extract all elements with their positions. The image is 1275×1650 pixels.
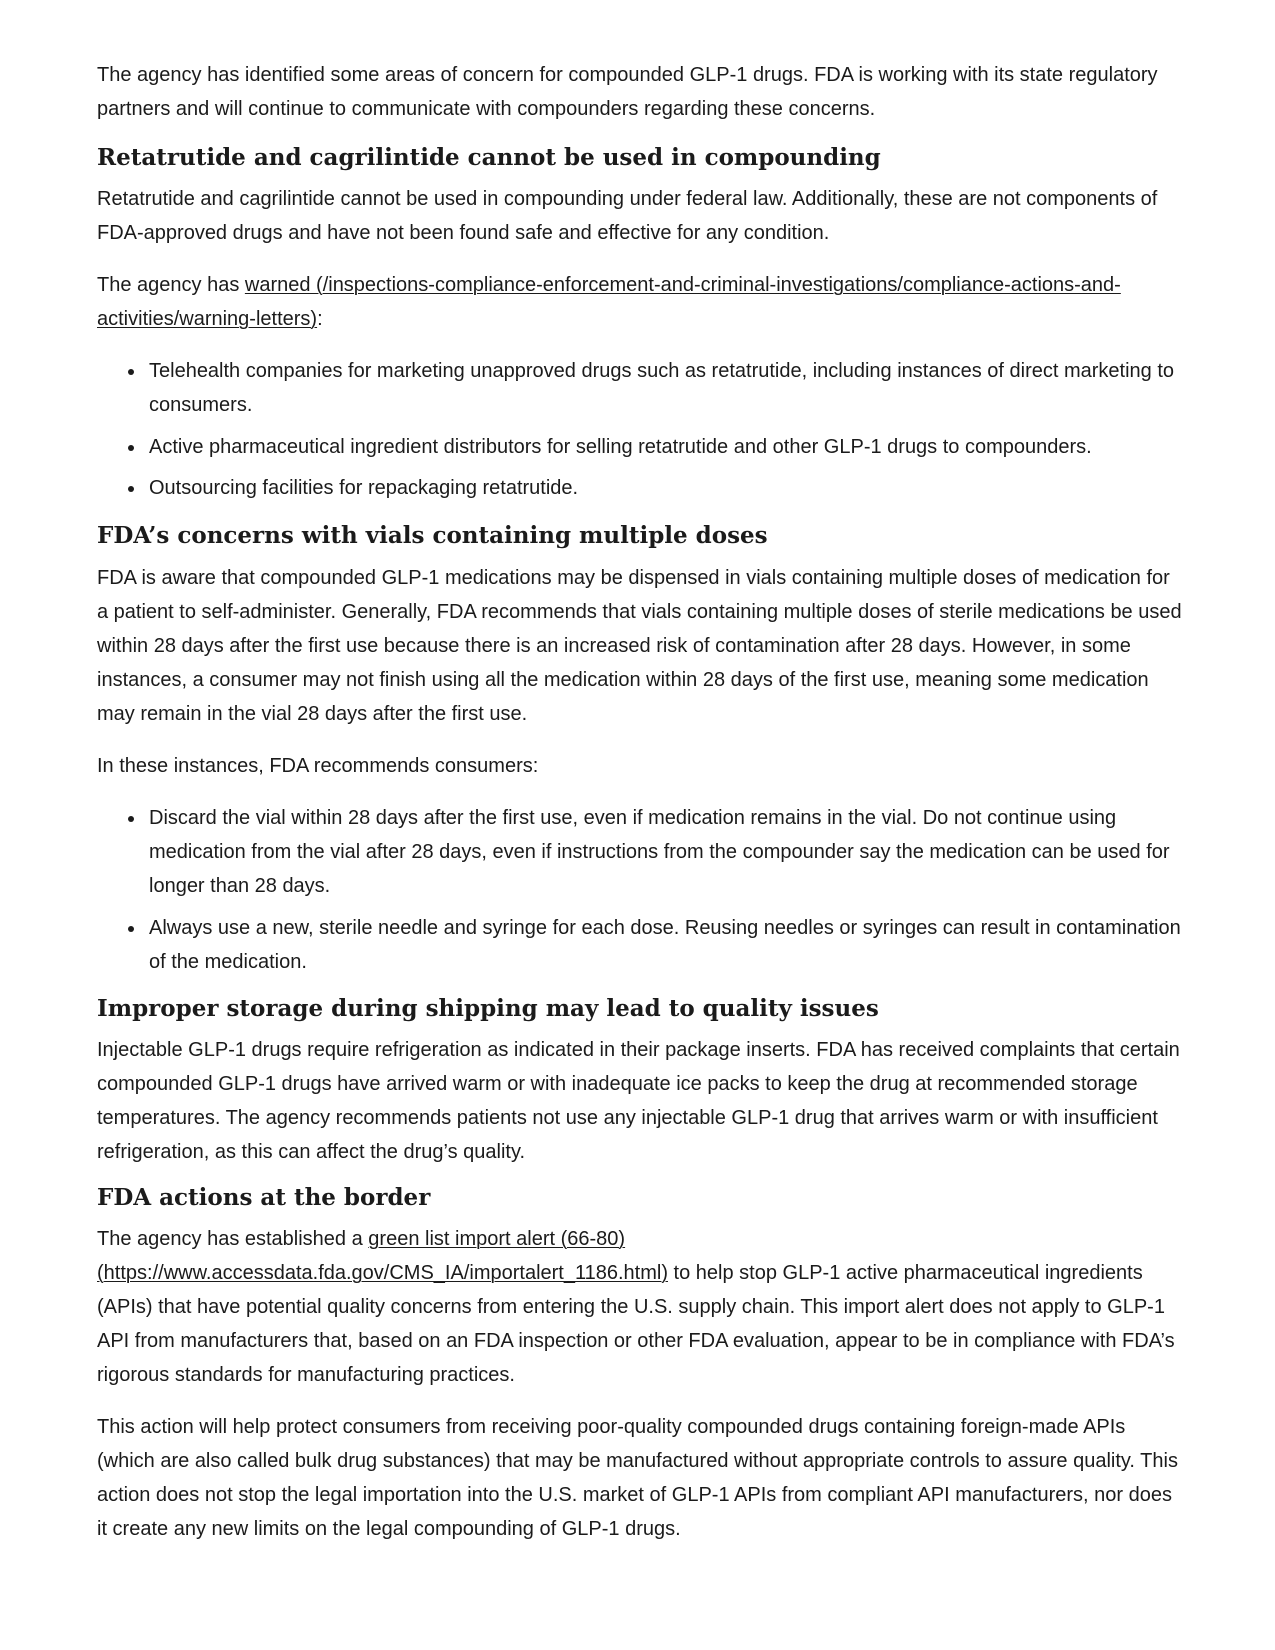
bullet-dot: [128, 486, 134, 492]
list-item-text: Active pharmaceutical ingredient distributors for selling retatrutide and other GLP-1 drugs to compounders.: [149, 436, 1092, 458]
border-action-paragraph: This action will help protect consumers from receiving poor-quality compounded drugs containing foreign-made APIs (which are also called bulk drug substances) that may be manufactured without appropriate controls to assure quality. This action does not stop the legal importation into the U.S. market of GLP-1 APIs from compliant API manufacturers, nor does it create any new limits on the legal compounding of GLP-1 drugs.: [97, 1416, 1178, 1540]
section-heading-storage: Improper storage during shipping may lead to quality issues: [97, 995, 879, 1022]
list-item-text: Outsourcing facilities for repackaging retatrutide.: [149, 477, 579, 499]
section-heading-border: FDA actions at the border: [97, 1184, 431, 1211]
section-heading-retatrutide: Retatrutide and cagrilintide cannot be used in compounding: [97, 144, 881, 171]
warned-prefix: The agency has: [97, 274, 245, 296]
border-prefix: The agency has established a: [97, 1228, 369, 1250]
vials-recommend-paragraph: In these instances, FDA recommends consumers:: [97, 755, 539, 777]
bullet-dot: [128, 926, 134, 932]
border-suffix: to help stop GLP-1 active pharmaceutical ingredients (APIs) that have potential quality concerns from entering the U.S. supply chain. This import alert does not apply to GLP-1 API from manufacturers that, based on an FDA inspection or other FDA evaluation, appear to be in compliance with FDA’s rigorous standards for manufacturing practices.: [97, 1262, 1175, 1386]
article-body: [97, 58, 1182, 1546]
warning-letters-link[interactable]: warned (/inspections-compliance-enforcement-and-criminal-investigations/compliance-actions-and-activities/warning-letters): [97, 274, 1121, 330]
section-border: [97, 1183, 1182, 1546]
list-item: [149, 801, 1182, 903]
import-alert-link[interactable]: green list import alert (66-80) (https://www.accessdata.fda.gov/CMS_IA/importalert_1186.html): [97, 1228, 668, 1284]
storage-paragraph: Injectable GLP-1 drugs require refrigeration as indicated in their package inserts. FDA has received complaints that certain compounded GLP-1 drugs have arrived warm or with inadequate ice packs to keep the drug at recommended storage temperatures. The agency recommends patients not use any injectable GLP-1 drug that arrives warm or with insufficient refrigeration, as this can affect the drug’s quality.: [97, 1039, 1180, 1163]
list-item: [149, 354, 1182, 422]
list-item-text: Always use a new, sterile needle and syringe for each dose. Reusing needles or syringes can result in contamination of the medication.: [149, 917, 1181, 973]
list-item-text: Discard the vial within 28 days after the first use, even if medication remains in the vial. Do not continue using medication from the vial after 28 days, even if instructions from the compounder say the medication can be used for longer than 28 days.: [149, 807, 1170, 897]
warned-paragraph: [97, 268, 1182, 336]
section-storage: [97, 994, 1182, 1169]
list-item: [149, 911, 1182, 979]
bullet-dot: [128, 445, 134, 451]
vials-list: [97, 801, 1182, 979]
bullet-dot: [128, 816, 134, 822]
list-item: [149, 430, 1182, 464]
warned-list: [97, 354, 1182, 505]
intro-paragraph: The agency has identified some areas of concern for compounded GLP-1 drugs. FDA is working with its state regulatory partners and will continue to communicate with compounders regarding these concerns.: [97, 64, 1158, 120]
section-vials: [97, 521, 1182, 979]
section-heading-vials: FDA’s concerns with vials containing multiple doses: [97, 522, 768, 549]
list-item: [149, 471, 1182, 505]
warned-suffix: :: [317, 308, 323, 330]
section-retatrutide: [97, 143, 1182, 505]
retatrutide-paragraph: Retatrutide and cagrilintide cannot be used in compounding under federal law. Additionally, these are not components of FDA-approved drugs and have not been found safe and effective for any condition.: [97, 188, 1158, 244]
vials-paragraph: FDA is aware that compounded GLP-1 medications may be dispensed in vials containing multiple doses of medication for a patient to self-administer. Generally, FDA recommends that vials containing multiple doses of sterile medications be used within 28 days after the first use because there is an increased risk of contamination after 28 days. However, in some instances, a consumer may not finish using all the medication within 28 days of the first use, meaning some medication may remain in the vial 28 days after the first use.: [97, 567, 1182, 725]
border-paragraph: [97, 1222, 1182, 1392]
bullet-dot: [128, 369, 134, 375]
list-item-text: Telehealth companies for marketing unapproved drugs such as retatrutide, including instances of direct marketing to consumers.: [149, 360, 1175, 416]
